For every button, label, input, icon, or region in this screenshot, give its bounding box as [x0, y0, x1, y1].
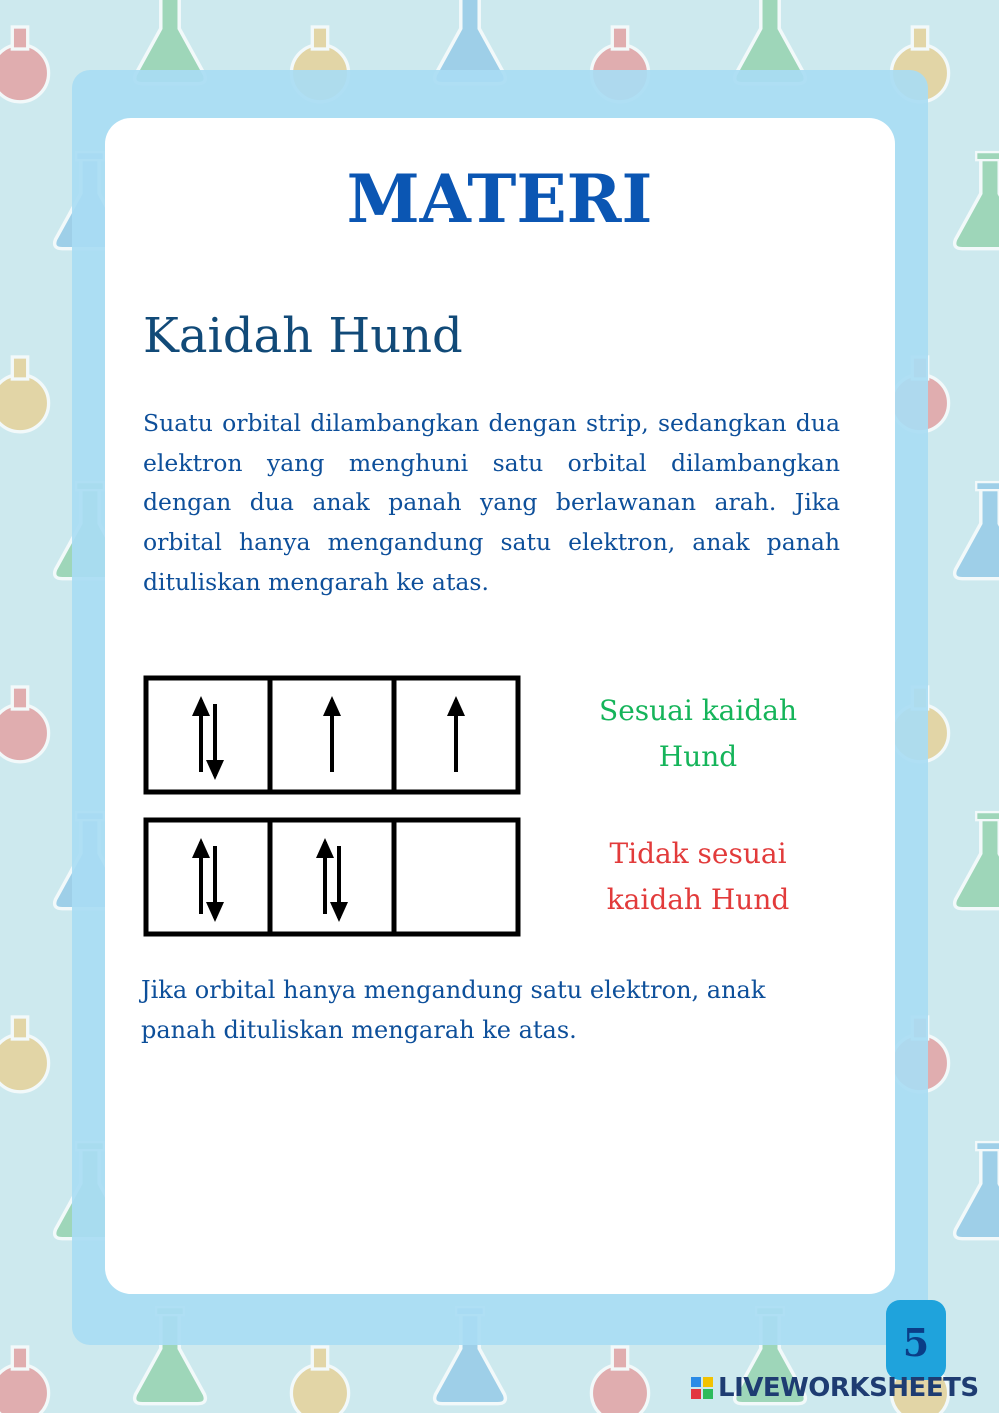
round-flask-icon [0, 1017, 49, 1092]
orbital-box [270, 820, 394, 934]
round-flask-icon [0, 357, 49, 432]
round-flask-icon [591, 1347, 648, 1413]
section-title: Kaidah Hund [143, 308, 463, 364]
flask-icon [955, 1142, 999, 1239]
page-number-badge [886, 1300, 946, 1380]
round-flask-icon [0, 27, 49, 102]
flask-icon [955, 482, 999, 579]
watermark-text: LIVEWORKSHEETS [718, 1373, 979, 1403]
page-title: MATERI [346, 160, 653, 238]
round-flask-icon [0, 1347, 49, 1413]
orbital-box [394, 820, 518, 934]
orbital-diagram-invalid [143, 816, 525, 938]
orbital-diagram-valid [143, 674, 525, 796]
round-flask-icon [0, 687, 49, 762]
watermark [690, 1371, 979, 1405]
valid-label: Sesuai kaidah Hund [599, 694, 797, 773]
orbital-box [146, 678, 270, 792]
orbital-box [394, 678, 518, 792]
round-flask-icon [291, 1347, 348, 1413]
orbital-box [270, 678, 394, 792]
orbital-box [146, 820, 270, 934]
invalid-label: Tidak sesuai kaidah Hund [606, 837, 790, 916]
note-text: Jika orbital hanya mengandung satu elektron, anak panah dituliskan mengarah ke atas. [141, 976, 766, 1044]
liveworksheets-logo-icon [690, 1376, 714, 1400]
page-number: 5 [902, 1320, 930, 1365]
explanation-paragraph: Suatu orbital dilambangkan dengan strip, sedangkan dua elektron yang menghuni satu orbital dilambangkan dengan dua anak panah yang berlawanan arah. Jika orbital hanya mengandung satu elektron, anak panah dituliskan mengarah ke atas. [143, 409, 840, 596]
flask-icon [955, 812, 999, 909]
